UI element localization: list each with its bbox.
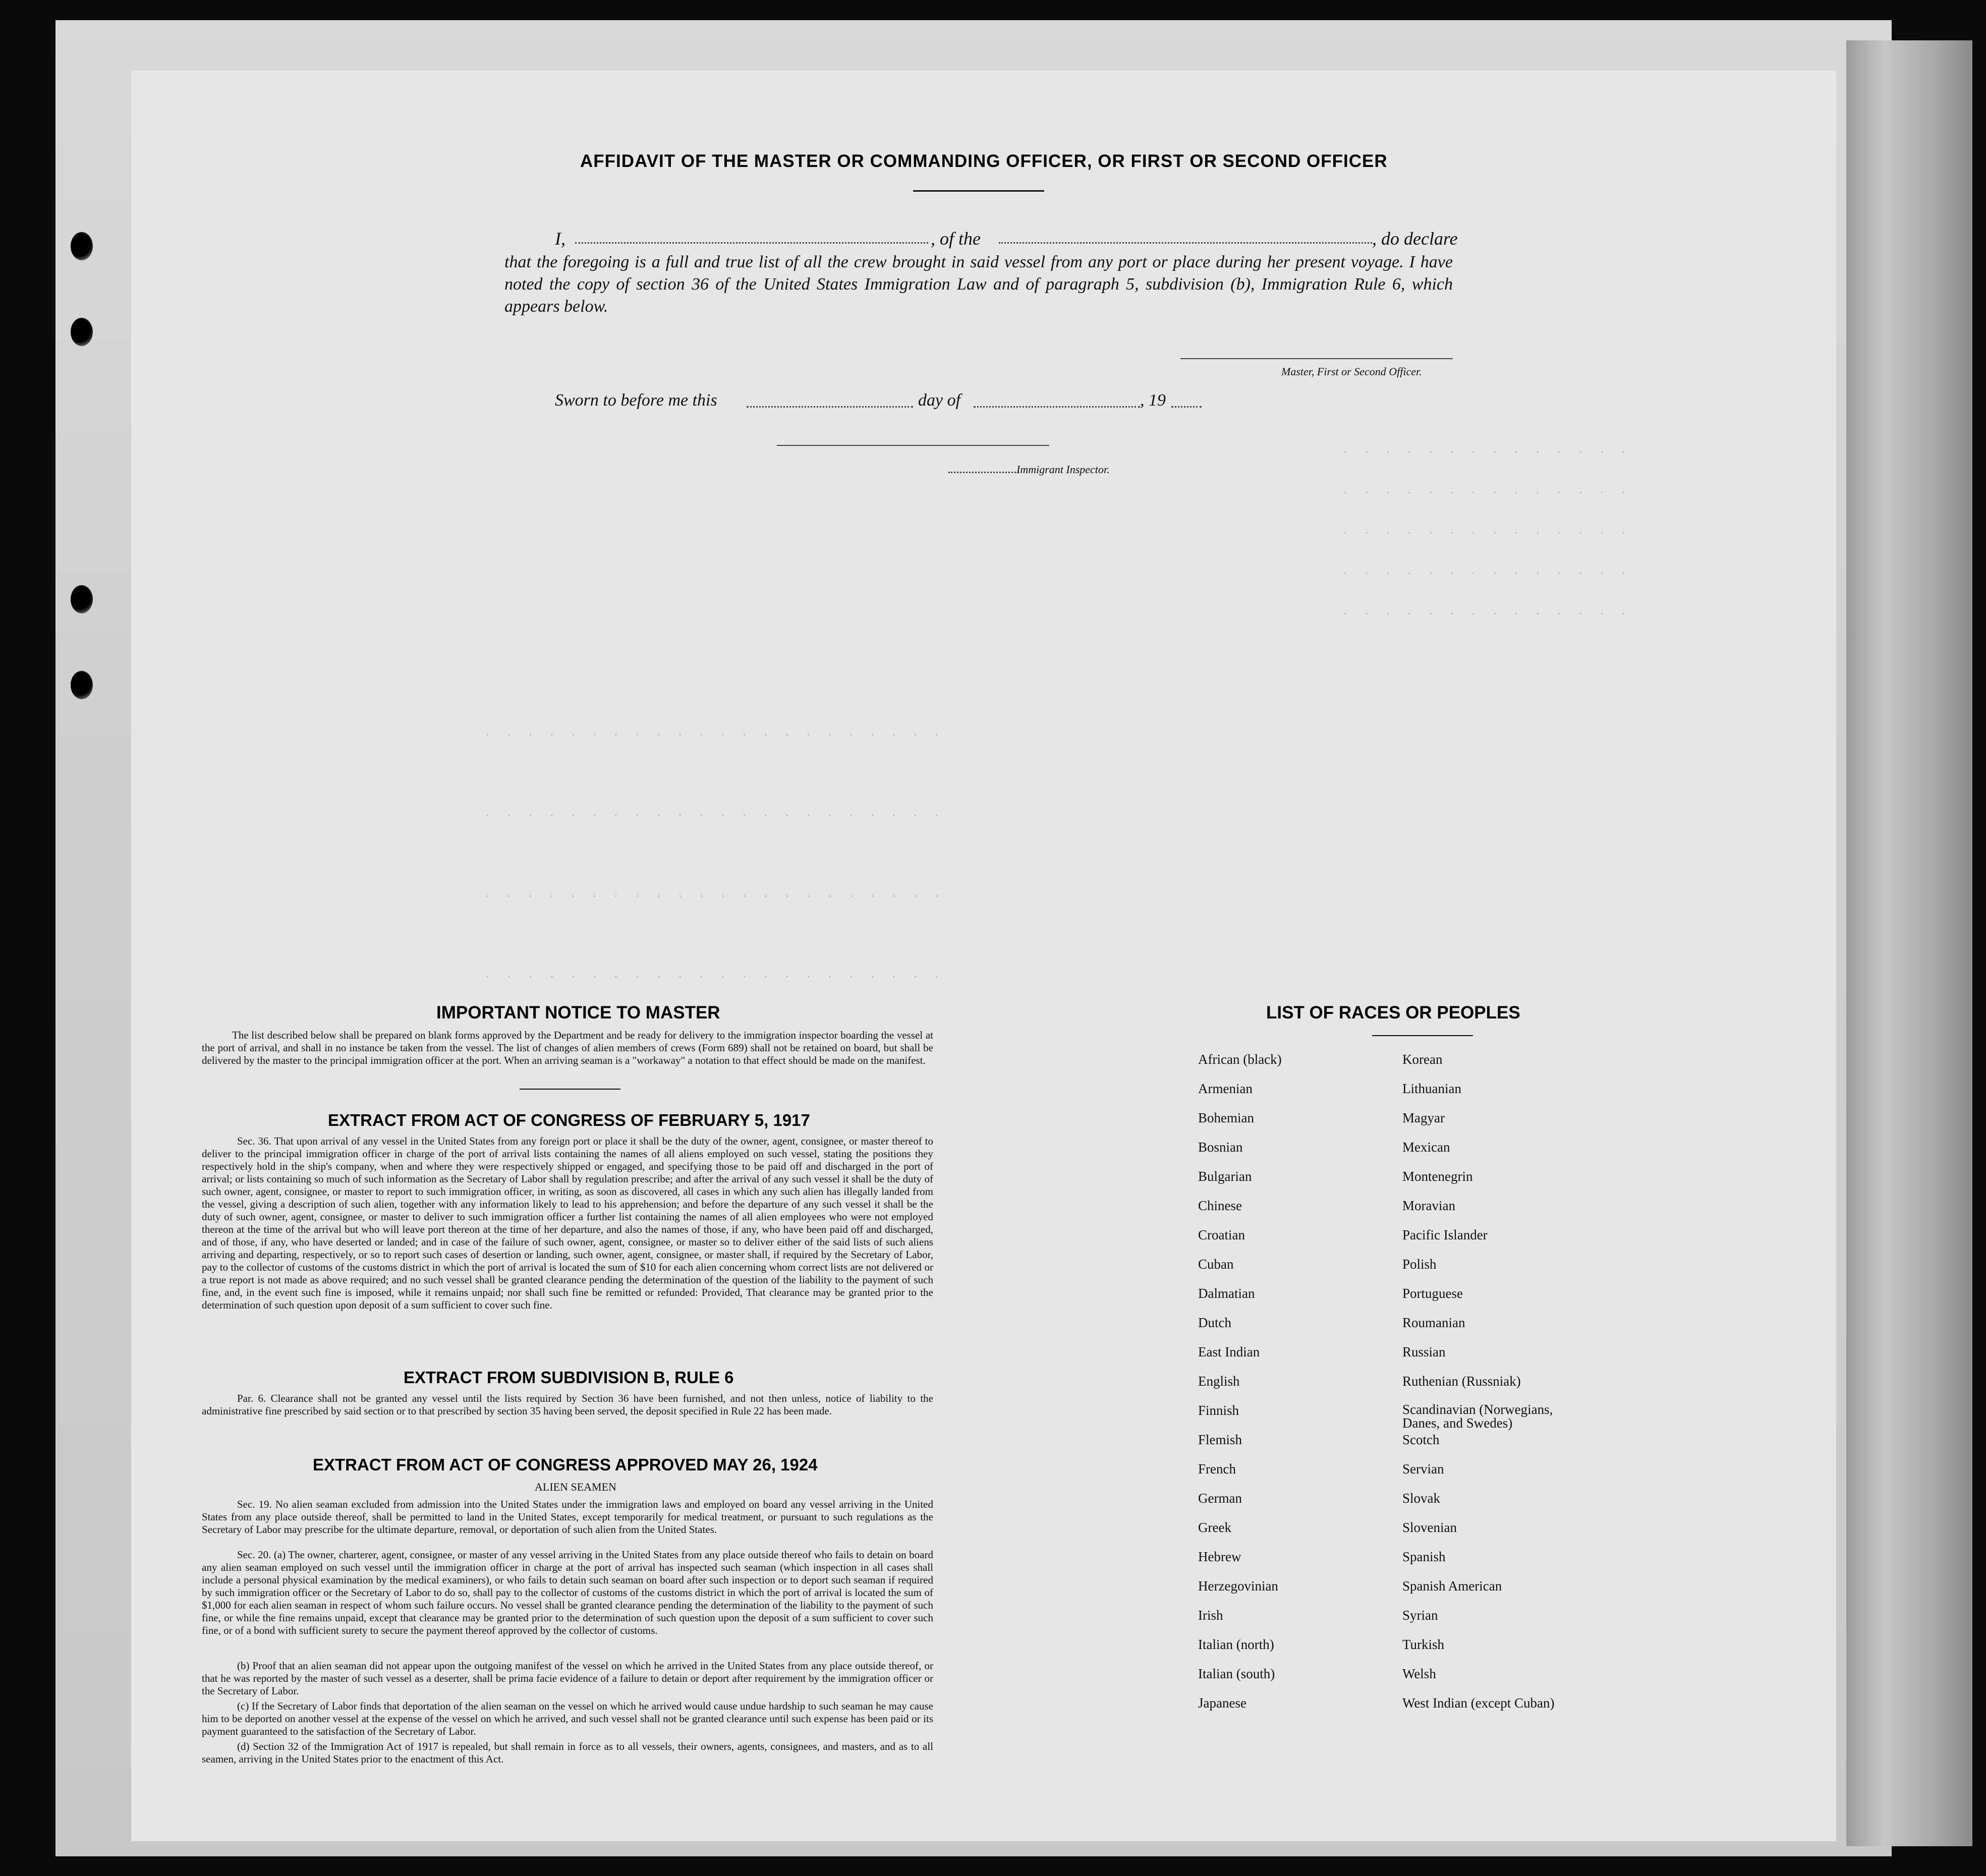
declarant-name-field[interactable]: [575, 242, 928, 244]
binder-hole: [71, 585, 93, 613]
race-item: Montenegrin: [1402, 1169, 1473, 1184]
race-item: Hebrew: [1198, 1549, 1241, 1564]
binder-hole: [71, 671, 93, 699]
race-item: Turkish: [1402, 1637, 1445, 1652]
affidavit-title: AFFIDAVIT OF THE MASTER OR COMMANDING OFFICER, OR FIRST OR SECOND OFFICER: [580, 151, 1388, 171]
race-item: Polish: [1402, 1257, 1437, 1272]
race-item: Mexican: [1402, 1140, 1450, 1155]
signature-line[interactable]: [1180, 358, 1453, 359]
race-item: Welsh: [1402, 1666, 1436, 1681]
race-item: Armenian: [1198, 1081, 1253, 1096]
race-item: Finnish: [1198, 1403, 1239, 1418]
race-item: Dutch: [1198, 1315, 1231, 1330]
inspector-caption: Immigrant Inspector.: [1016, 463, 1110, 476]
race-item: Croatian: [1198, 1227, 1245, 1242]
race-item: Bosnian: [1198, 1140, 1243, 1155]
sworn-year-field[interactable]: [1171, 406, 1202, 408]
divider: [913, 190, 1044, 192]
race-item: East Indian: [1198, 1344, 1260, 1359]
affidavit-body: that the foregoing is a full and true list of all the crew brought in said vessel from any port or place during her present voyage. I have noted the copy of section 36 of the United States Immigration Law and of paragraph 5, subdivision (b), Immigration Rule 6, which appears below.: [504, 253, 1453, 316]
rule6-title: EXTRACT FROM SUBDIVISION B, RULE 6: [404, 1368, 734, 1387]
declare-label: , do declare: [1372, 229, 1458, 249]
vessel-name-field[interactable]: [999, 242, 1372, 244]
sec20d-body: (d) Section 32 of the Immigration Act of 1917 is repealed, but shall remain in force as to all vessels, their owners, agents, consignees, and masters, and as to all seamen, arriving in the United States prior to the enactment of this Act.: [202, 1740, 933, 1765]
race-item: Herzegovinian: [1198, 1578, 1278, 1594]
affidavit-of-label: , of the: [931, 229, 981, 249]
binder-hole: [71, 318, 93, 346]
crew-manifest-page: . . . . . . . . . . . . . . . . . . . . . . . . . . . . . . . . . . . . . . . . . . . . . . . . . . . . . . . . . . . . . . . . . . . . . . . . . . . . . . . . . . . . . . . . . . . . . . . . . . . . . . . . . . . . . . . . . . . . . . . . . . . . . . . . . . . . . . . . . . . . . . . . . . . . . . . . . . . . . . AFFIDAVIT OF THE MASTER OR COMMANDING OFFICER, OR FIRST OR SECOND OFFICER I, , of the , do declare that the foregoing is a full and true list of all the crew brought in said vessel from any port or place during her present voyage. I have noted the copy of section 36 of the United States Immigration Law and of paragraph 5, subdivision (b), Immigration Rule 6, which appears below. Master, First or Second Officer. Sworn to before me this day of , 19 Immigrant Inspector. IMPORTANT NOTICE TO MASTER The list described below shall be prepared on blank forms approved by the Department and be ready for delivery to the immigration inspector boarding the vessel at the port of arrival, and shall in no instance be taken from the vessel. The list of changes of alien members of crews (Form 689) shall not be retained on board, but shall be delivered by the master to the principal immigration officer at the port. When an arriving seaman is a "workaway" a notation to that effect should be made on the manifest. EXTRACT FROM ACT OF CONGRESS OF FEBRUARY 5, 1917 Sec. 36. That upon arrival of any vessel in the United States from any foreign port or place it shall be the duty of the owner, agent, consignee, or master thereof to deliver to the principal immigration officer in charge of the port of arrival lists containing the names of all aliens employed on such vessel, stating the positions they respectively hold in the ship's company, when and where they were respectively shipped or engaged, and specifying those to be paid off and discharged in the port of arrival; or lists containing so much of such information as the Secretary of Labor shall by regulation prescribe; and after the arrival of any such vessel it shall be the duty of such owner, agent, consignee, or master to report to such immigration officer, in writing, as soon as discovered, all cases in which any such alien has illegally landed from the vessel, giving a description of such alien, together with any information likely to lead to his apprehension; and before the departure of any such vessel it shall be the duty of such owner, agent, consignee, or master to deliver to such immigration officer a further list containing the names of all alien employees who were not employed thereon at the time of the arrival but who will leave port thereon at the time of her departure, and also the names of those, if any, who have been paid off and discharged, and of those, if any, who have deserted or landed; and in case of the failure of such owner, agent, consignee, or master so to deliver either of the said lists of such aliens arriving and departing, respectively, or so to report such cases of desertion or landing, such owner, agent, consignee, or master shall, if required by the Secretary of Labor, pay to the collector of customs of the customs district in which the port of arrival is located the sum of $10 for each alien concerning whom correct lists are not delivered or a true report is not made as above required; and no such vessel shall be granted clearance pending the determination of the question of the liability to the payment of such fine, and, in the event such fine is imposed, while it remains unpaid; nor shall such fine be remitted or refunded: Provided, That clearance may be granted prior to the determination of such question upon deposit of a sum sufficient to cover such fine. EXTRACT FROM SUBDIVISION B, RULE 6 Par. 6. Clearance shall not be granted any vessel until the lists required by Section 36 have been furnished, and not then unless, notice of liability to the administrative fine prescribed by said section or to that prescribed by section 35 having been served, the deposit specified in Rule 22 has been made. EXTRACT FROM ACT OF CONGRESS APPROVED MAY 26, 1924 ALIEN SEAMEN Sec. 19. No alien seaman excluded from admission into the United States under the immigration laws and employed on board any vessel arriving in the United States from any place outside thereof, shall be permitted to land in the United States, except temporarily for medical treatment, or pursuant to such regulations as the Secretary of Labor may prescribe for the ultimate departure, removal, or deportation of such alien from the United States. Sec. 20. (a) The owner, charterer, agent, consignee, or master of any vessel arriving in the United States from any place outside thereof who fails to detain on board any alien seaman employed on such vessel until the immigration officer in charge at the port of arrival has inspected such seaman (which inspection in all cases shall include a personal physical examination by the medical examiners), or who fails to detain such seaman on board after such inspection or to deport such seaman if required by such immigration officer or the Secretary of Labor to do so, shall pay to the collector of customs of the customs district in which the port of arrival is located the sum of $1,000 for each alien seaman in respect of whom such failure occurs. No vessel shall be granted clearance pending the determination of the liability to the payment of such fine, or while the fine remains unpaid, except that clearance may be granted prior to the determination of such question upon the deposit of a sum sufficient to cover such fine, or of a bond with sufficient surety to secure the payment thereof approved by the collector of customs. (b) Proof that an alien seaman did not appear upon the outgoing manifest of the vessel on which he arrived in the United States from any place outside thereof, or that he was reported by the master of such vessel as a deserter, shall be prima facie evidence of a failure to detain or deport after requirement by the immigration officer or the Secretary of Labor. (c) If the Secretary of Labor finds that deportation of the alien seaman on the vessel on which he arrived would cause undue hardship to such seaman he may cause him to be deported on another vessel at the expense of the vessel on which he arrived, and such vessel shall not be granted clearance until such expense has been paid or its payment guaranteed to the satisfaction of the Secretary of Labor. (d) Section 32 of the Immigration Act of 1917 is repealed, but shall remain in force as to all vessels, their owners, agents, consignees, and masters, and as to all seamen, arriving in the United States prior to the enactment of this Act. LIST OF RACES OR PEOPLES African (black) Armenian Bohemian Bosnian Bulgarian Chinese Croatian Cuban Dalmatian Dutch East Indian English Finnish Flemish French German Greek Hebrew Herzegovinian Irish Italian (north) Italian (south) Japanese Korean Lithuanian Magyar Mexican Montenegrin Moravian Pacific Islander Polish Portuguese Roumanian Russian Ruthenian (Russniak) Scandinavian (Norwegians, Danes, and Swedes) Scotch Servian Slovak Slovenian Spanish Spanish American Syrian Turkish Welsh West Indian (except Cuban): [131, 71, 1836, 1841]
race-item: Scotch: [1402, 1432, 1440, 1447]
race-item: Scandinavian (Norwegians, Danes, and Swedes): [1402, 1402, 1553, 1431]
sec20b-body: (b) Proof that an alien seaman did not appear upon the outgoing manifest of the vessel on which he arrived in the United States from any place outside thereof, or that he was reported by the master of such vessel as a deserter, shall be prima facie evidence of a failure to detain or deport after requirement by the immigration officer or the Secretary of Labor.: [202, 1660, 933, 1697]
race-item: Irish: [1198, 1608, 1223, 1623]
race-item: Dalmatian: [1198, 1286, 1255, 1301]
sec19-body: Sec. 19. No alien seaman excluded from admission into the United States under the immigration laws and employed on board any vessel arriving in the United States from any place outside thereof, shall be permitted to land in the United States, except temporarily for medical treatment, or pursuant to such regulations as the Secretary of Labor may prescribe for the ultimate departure, removal, or deportation of such alien from the United States.: [202, 1498, 933, 1536]
race-item: Korean: [1402, 1052, 1443, 1067]
race-item: Russian: [1402, 1344, 1446, 1359]
race-item: Slovenian: [1402, 1520, 1457, 1535]
extract-1917-body: Sec. 36. That upon arrival of any vessel in the United States from any foreign port or place it shall be the duty of the owner, agent, consignee, or master thereof to deliver to the principal immigration officer in charge of the port of arrival lists containing the names of all aliens employed on such vessel, stating the positions they respectively hold in the ship's company, when and where they were respectively shipped or engaged, and specifying those to be paid off and discharged in the port of arrival; or lists containing so much of such information as the Secretary of Labor shall by regulation prescribe; and after the arrival of any such vessel it shall be the duty of such owner, agent, consignee, or master to report to such immigration officer, in writing, as soon as discovered, all cases in which any such alien has illegally landed from the vessel, giving a description of such alien, together with any information likely to lead to his apprehension; and before the departure of any such vessel it shall be the duty of such owner, agent, consignee, or master to deliver to such immigration officer a further list containing the names of all alien employees who were not employed thereon at the time of the arrival but who will leave port thereon at the time of her departure, and also the names of those, if any, who have been paid off and discharged, and of those, if any, who have deserted or landed; and in case of the failure of such owner, agent, consignee, or master so to deliver either of the said lists of such aliens arriving and departing, respectively, or so to report such cases of desertion or landing, such owner, agent, consignee, or master shall, if required by the Secretary of Labor, pay to the collector of customs of the customs district in which the port of arrival is located the sum of $10 for each alien concerning whom correct lists are not delivered or a true report is not made as above required; and no such vessel shall be granted clearance pending the determination of the question of the liability to the payment of such fine, and, in the event such fine is imposed, while it remains unpaid; nor shall such fine be remitted or refunded: Provided, That clearance may be granted prior to the determination of such question upon deposit of a sum sufficient to cover such fine.: [202, 1135, 933, 1311]
sec20c-body: (c) If the Secretary of Labor finds that deportation of the alien seaman on the vessel on which he arrived would cause undue hardship to such seaman he may cause him to be deported on another vessel at the expense of the vessel on which he arrived, and such vessel shall not be granted clearance until such expense has been paid or its payment guaranteed to the satisfaction of the Secretary of Labor.: [202, 1700, 933, 1737]
sec20a-body: Sec. 20. (a) The owner, charterer, agent, consignee, or master of any vessel arriving in the United States from any place outside thereof who fails to detain on board any alien seaman employed on such vessel until the immigration officer in charge at the port of arrival has inspected such seaman (which inspection in all cases shall include a personal physical examination by the medical examiners), or who fails to detain such seaman on board after such inspection or to deport such seaman if required by such immigration officer or the Secretary of Labor to do so, shall pay to the collector of customs of the customs district in which the port of arrival is located the sum of $1,000 for each alien seaman in respect of whom such failure occurs. No vessel shall be granted clearance pending the determination of the liability to the payment of such fine, or while the fine remains unpaid, except that clearance may be granted prior to the determination of such question upon the deposit of a sum sufficient to cover such fine, or of a bond with sufficient surety to secure the payment thereof approved by the collector of customs.: [202, 1549, 933, 1636]
divider: [1372, 1035, 1473, 1036]
race-item: Bohemian: [1198, 1110, 1254, 1125]
race-item: Italian (north): [1198, 1637, 1274, 1652]
day-of-label: day of: [918, 391, 961, 410]
race-item: French: [1198, 1461, 1236, 1476]
race-item: West Indian (except Cuban): [1402, 1695, 1555, 1711]
divider: [520, 1089, 620, 1090]
race-item: Chinese: [1198, 1198, 1242, 1213]
race-item: Spanish American: [1402, 1578, 1502, 1594]
binder-hole: [71, 232, 93, 260]
race-item: Slovak: [1402, 1491, 1441, 1506]
race-item: Moravian: [1402, 1198, 1455, 1213]
race-item: German: [1198, 1491, 1242, 1506]
sworn-month-field[interactable]: [974, 406, 1140, 408]
notice-body: The list described below shall be prepared on blank forms approved by the Department and be ready for delivery to the immigration inspector boarding the vessel at the port of arrival, and shall in no instance be taken from the vessel. The list of changes of alien members of crews (Form 689) shall not be retained on board, but shall be delivered by the master to the principal immigration officer at the port. When an arriving seaman is a "workaway" a notation to that effect should be made on the manifest.: [202, 1029, 933, 1066]
race-item: Cuban: [1198, 1257, 1234, 1272]
rule6-body: Par. 6. Clearance shall not be granted any vessel until the lists required by Section 36 have been furnished, and not then unless, notice of liability to the administrative fine prescribed by said section or to that prescribed by section 35 having been served, the deposit specified in Rule 22 has been made.: [202, 1392, 933, 1417]
race-item: English: [1198, 1374, 1240, 1389]
race-item: Bulgarian: [1198, 1169, 1252, 1184]
race-item: Pacific Islander: [1402, 1227, 1488, 1242]
extract-1917-title: EXTRACT FROM ACT OF CONGRESS OF FEBRUARY 5, 1917: [328, 1111, 810, 1129]
race-item: Magyar: [1402, 1110, 1445, 1125]
race-item: Italian (south): [1198, 1666, 1275, 1681]
race-item: Portuguese: [1402, 1286, 1463, 1301]
race-item: Servian: [1402, 1461, 1444, 1476]
race-item: Spanish: [1402, 1549, 1446, 1564]
notice-title: IMPORTANT NOTICE TO MASTER: [436, 1003, 720, 1022]
year-label: , 19: [1140, 391, 1166, 410]
race-item: Ruthenian (Russniak): [1402, 1374, 1521, 1389]
extract-1924-title: EXTRACT FROM ACT OF CONGRESS APPROVED MAY 26, 1924: [313, 1455, 818, 1474]
races-title: LIST OF RACES OR PEOPLES: [1266, 1003, 1520, 1022]
affidavit-i-label: I,: [555, 229, 565, 249]
race-item: Flemish: [1198, 1432, 1242, 1447]
signature-caption: Master, First or Second Officer.: [1281, 365, 1422, 378]
race-item: Japanese: [1198, 1695, 1246, 1711]
binder-edge: [1846, 40, 1972, 1846]
sworn-label: Sworn to before me this: [555, 391, 717, 410]
alien-seamen-subtitle: ALIEN SEAMEN: [535, 1481, 616, 1493]
inspector-signature-line[interactable]: [777, 445, 1049, 446]
race-item: Syrian: [1402, 1608, 1438, 1623]
inspector-dots: [948, 472, 1019, 473]
race-item: Lithuanian: [1402, 1081, 1461, 1096]
race-item: Greek: [1198, 1520, 1231, 1535]
race-item: African (black): [1198, 1052, 1282, 1067]
race-item: Roumanian: [1402, 1315, 1465, 1330]
sworn-day-field[interactable]: [747, 406, 913, 408]
